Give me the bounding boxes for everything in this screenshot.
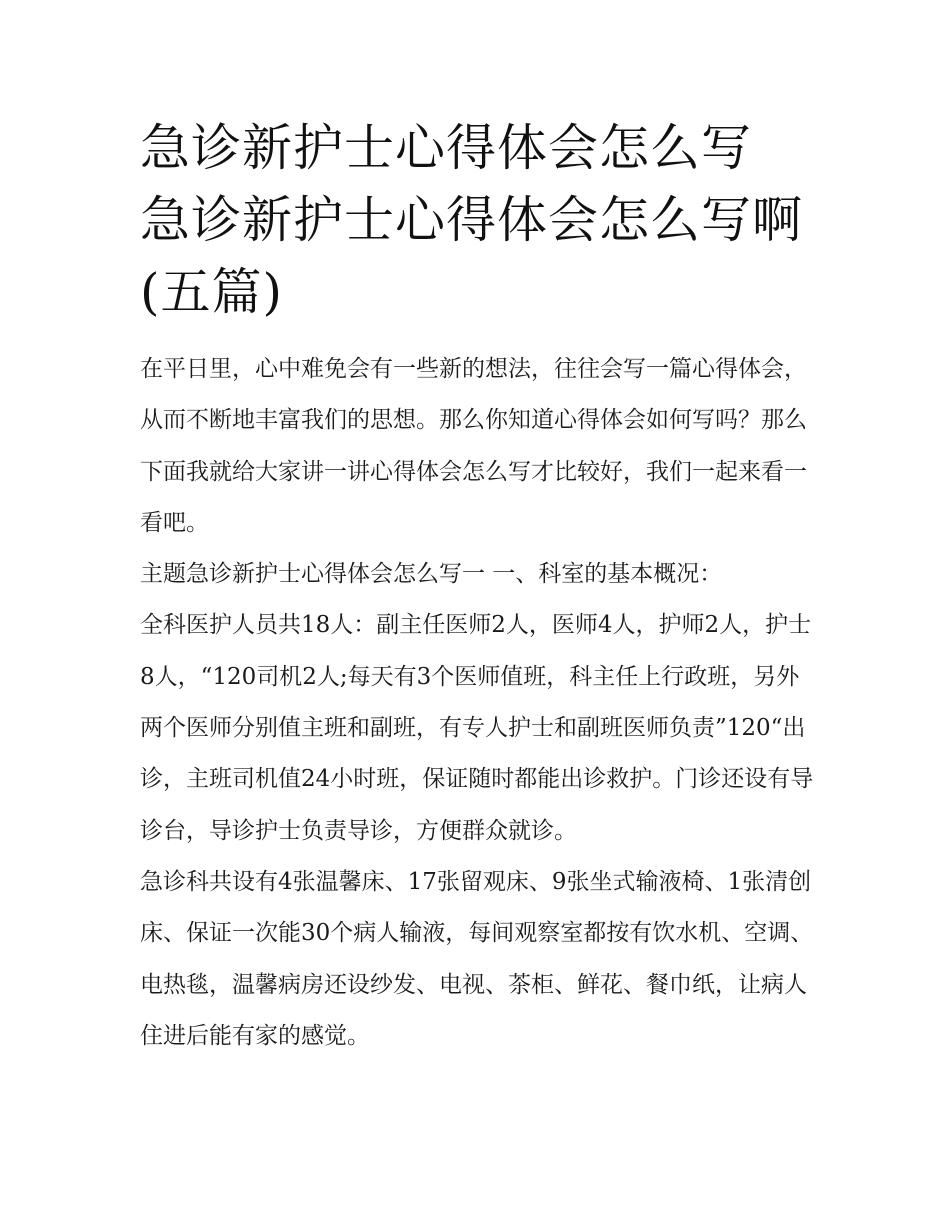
document-body: [140, 344, 815, 1062]
paragraph-staff: 全科医护人员共18人：副主任医师2人，医师4人，护师2人，护士8人，“120司机2人;每天有3个医师值班，科主任上行政班，另外两个医师分别值主班和副班，有专人护士和副班医师负责”120“出诊，主班司机值24小时班，保证随时都能出诊救护。门诊还设有导诊台，导诊护士负责导诊，方便群众就诊。: [140, 612, 814, 844]
paragraph-facilities: 急诊科共设有4张温馨床、17张留观床、9张坐式输液椅、1张清创床、保证一次能30个病人输液，每间观察室都按有饮水机、空调、电热毯，温馨病房还设纱发、电视、茶柜、鲜花、餐巾纸，让病人住进后能有家的感觉。: [140, 868, 814, 1049]
paragraph-intro: 在平日里，心中难免会有一些新的想法，往往会写一篇心得体会，从而不断地丰富我们的思想。那么你知道心得体会如何写吗？那么下面我就给大家讲一讲心得体会怎么写才比较好，我们一起来看一看吧。: [140, 356, 807, 536]
document-title: 急诊新护士心得体会怎么写 急诊新护士心得体会怎么写啊(五篇): [140, 119, 803, 321]
paragraph-section-heading: 主题急诊新护士心得体会怎么写一 一、科室的基本概况：: [140, 561, 723, 588]
document-page: [140, 112, 815, 1062]
